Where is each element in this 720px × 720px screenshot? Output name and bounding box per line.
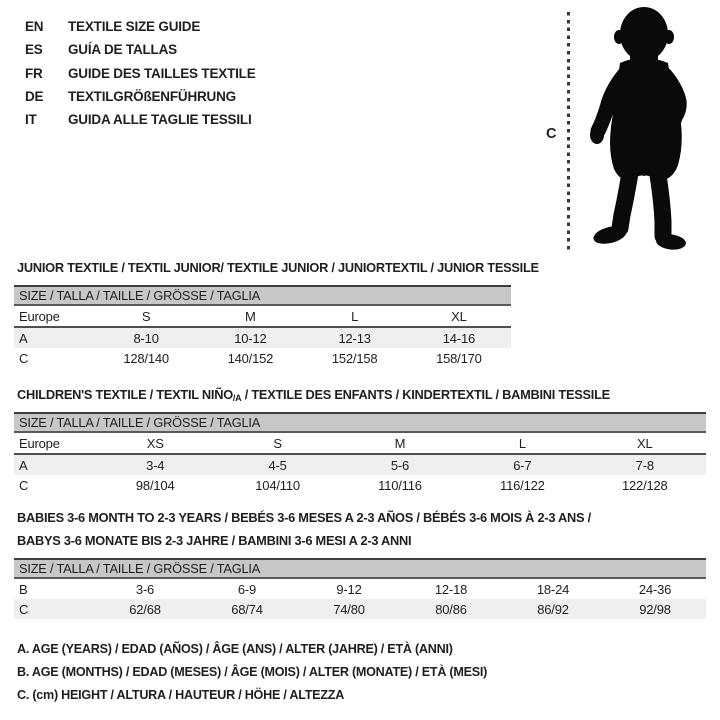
- children-title-text: / TEXTILE DES ENFANTS / KINDERTEXTIL / BAMBINI TESSILE: [241, 387, 610, 402]
- language-legend: [25, 15, 256, 131]
- language-code: EN: [25, 19, 44, 35]
- language-row-en: [25, 15, 256, 38]
- size-header-band: SIZE / TALLA / TAILLE / GRÖSSE / TAGLIA: [14, 285, 511, 306]
- size-cell: 3-4: [94, 454, 216, 475]
- size-header-band: SIZE / TALLA / TAILLE / GRÖSSE / TAGLIA: [14, 558, 706, 579]
- footnote-legend: [17, 638, 487, 707]
- footnote-b: B. AGE (MONTHS) / EDAD (MESES) / ÂGE (MOIS) / ALTER (MONATE) / ETÀ (MESI): [17, 665, 488, 679]
- size-cell: 116/122: [500, 477, 545, 493]
- size-cell: 74/80: [298, 599, 400, 619]
- size-cell: 12-13: [303, 327, 407, 348]
- size-cell: 6-7: [461, 454, 583, 475]
- size-cell: 5-6: [339, 454, 461, 475]
- language-code: ES: [25, 42, 43, 58]
- language-label: GUÍA DE TALLAS: [68, 42, 177, 58]
- size-cell: 158/170: [436, 350, 482, 366]
- babies-title-line2: BABYS 3-6 MONATE BIS 2-3 JAHRE / BAMBINI 3-6 MESI A 2-3 ANNI: [17, 532, 412, 548]
- language-code: IT: [25, 112, 37, 128]
- size-cell: 86/92: [502, 599, 604, 619]
- size-cell: 122/128: [621, 477, 668, 493]
- table-row-height: [14, 348, 511, 368]
- children-title-text: CHILDREN'S TEXTILE / TEXTIL NIÑO: [17, 387, 233, 402]
- table-row-height: [14, 599, 706, 619]
- row-label: B: [19, 581, 28, 597]
- row-label: A: [14, 454, 94, 475]
- footnote-a: A. AGE (YEARS) / EDAD (AÑOS) / ÂGE (ANS) / ALTER (JAHRE) / ETÀ (ANNI): [17, 642, 453, 656]
- table-row-age: [14, 454, 706, 475]
- children-size-table: [14, 412, 706, 495]
- junior-section-title: JUNIOR TEXTILE / TEXTIL JUNIOR/ TEXTILE JUNIOR / JUNIORTEXTIL / JUNIOR TESSILE: [17, 260, 539, 275]
- language-code: DE: [25, 89, 44, 105]
- table-row-europe: [14, 306, 511, 327]
- size-cell: XL: [407, 306, 511, 327]
- size-cell: M: [198, 306, 302, 327]
- size-cell: L: [461, 433, 583, 454]
- size-cell: 7-8: [584, 454, 706, 475]
- size-cell: 24-36: [638, 581, 672, 597]
- language-label: GUIDA ALLE TAGLIE TESSILI: [68, 112, 252, 128]
- size-cell: 10-12: [198, 327, 302, 348]
- junior-size-table: [14, 285, 511, 368]
- babies-size-table: [14, 558, 706, 619]
- size-cell: 8-10: [94, 327, 198, 348]
- language-row-fr: [25, 62, 256, 85]
- size-cell: 98/104: [135, 477, 175, 493]
- table-row-europe: [14, 433, 706, 454]
- size-cell: 152/158: [331, 350, 378, 366]
- size-cell: 92/98: [604, 599, 706, 619]
- language-label: TEXTILE SIZE GUIDE: [68, 19, 201, 35]
- table-row-height: [14, 475, 706, 495]
- footnote-c: C. (cm) HEIGHT / ALTURA / HAUTEUR / HÖHE / ALTEZZA: [17, 688, 345, 702]
- language-row-es: [25, 38, 256, 61]
- height-measure-dotted-line: [567, 12, 570, 251]
- size-header-band: SIZE / TALLA / TAILLE / GRÖSSE / TAGLIA: [14, 412, 706, 433]
- row-label: A: [14, 327, 94, 348]
- babies-title-line1: BABIES 3-6 MONTH TO 2-3 YEARS / BEBÉS 3-6 MESES A 2-3 AÑOS / BÉBÉS 3-6 MOIS À 2-3 ANS /: [17, 510, 591, 525]
- size-cell: 4-5: [216, 454, 338, 475]
- size-cell: 3-6: [135, 581, 155, 597]
- size-cell: 9-12: [336, 581, 362, 597]
- size-cell: 68/74: [196, 599, 298, 619]
- size-cell: 128/140: [123, 350, 169, 366]
- row-label: C: [14, 599, 94, 619]
- size-cell: XS: [94, 433, 216, 454]
- table-row-age: [14, 327, 511, 348]
- babies-section-title: [17, 507, 591, 552]
- row-label: Europe: [14, 433, 94, 454]
- size-cell: M: [339, 433, 461, 454]
- children-section-title: [17, 387, 610, 403]
- height-marker-label: C: [546, 126, 557, 142]
- size-cell: 80/86: [400, 599, 502, 619]
- size-cell: 104/110: [255, 477, 300, 493]
- language-row-de: [25, 85, 256, 108]
- size-cell: 140/152: [227, 350, 274, 366]
- size-cell: L: [303, 306, 407, 327]
- size-cell: XL: [584, 433, 706, 454]
- table-row-age-months: [14, 579, 706, 599]
- size-cell: 18-24: [536, 581, 570, 597]
- size-cell: 14-16: [407, 327, 511, 348]
- toddler-silhouette-icon: [580, 5, 706, 251]
- language-row-it: [25, 108, 256, 131]
- size-cell: 12-18: [434, 581, 468, 597]
- language-label: GUIDE DES TAILLES TEXTILE: [68, 65, 256, 81]
- size-cell: 62/68: [94, 599, 196, 619]
- size-cell: S: [216, 433, 338, 454]
- language-label: TEXTILGRÖßENFÜHRUNG: [68, 89, 236, 105]
- row-label: C: [19, 350, 29, 366]
- size-cell: 110/116: [378, 477, 422, 493]
- size-cell: 6-9: [237, 581, 257, 597]
- row-label: C: [19, 477, 29, 493]
- row-label: Europe: [14, 306, 94, 327]
- size-cell: S: [94, 306, 198, 327]
- language-code: FR: [25, 65, 43, 81]
- children-title-subscript: /A: [232, 393, 242, 403]
